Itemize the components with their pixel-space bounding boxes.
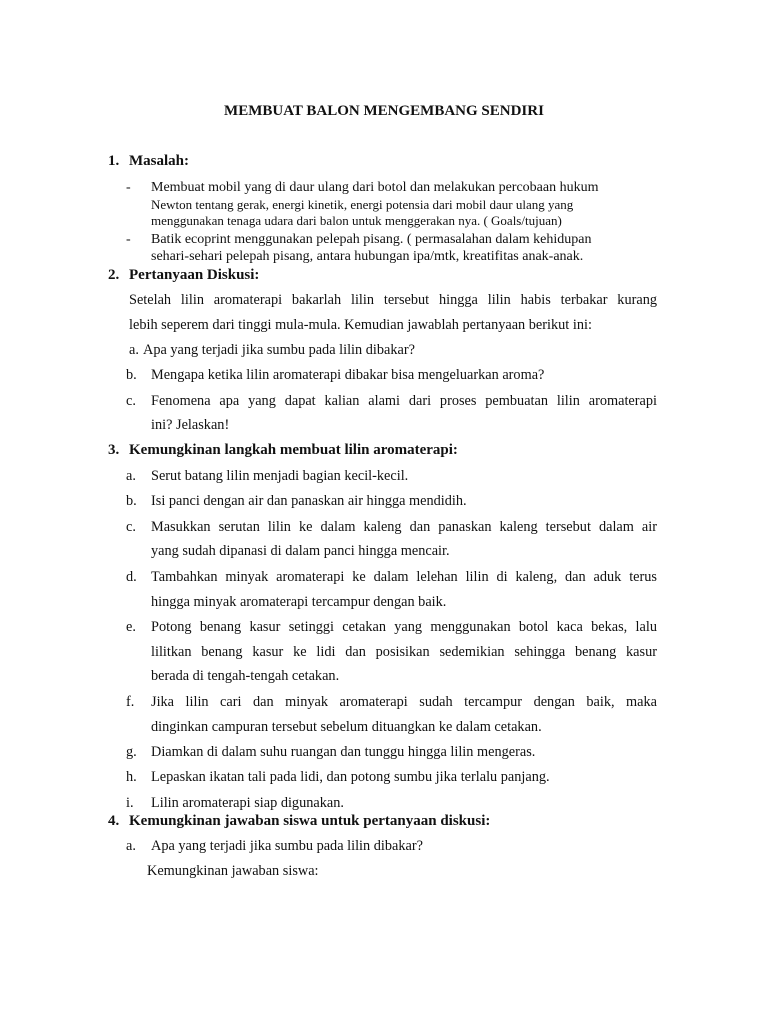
bullet-marker: - bbox=[126, 180, 131, 195]
step-text: yang sudah dipanasi di dalam panci hingga mencair. bbox=[151, 543, 450, 559]
item-text: Mengapa ketika lilin aromaterapi dibakar bisa mengeluarkan aroma? bbox=[151, 367, 545, 383]
section-number: 3. bbox=[108, 442, 120, 458]
question-label: a. bbox=[126, 838, 136, 854]
step-text: Lepaskan ikatan tali pada lidi, dan potong sumbu jika terlalu panjang. bbox=[151, 769, 550, 785]
step-label: b. bbox=[126, 493, 137, 509]
step-label: i. bbox=[126, 795, 134, 811]
step-text: Masukkan serutan lilin ke dalam kaleng dan panaskan kaleng tersebut dalam air bbox=[151, 519, 657, 535]
step-label: e. bbox=[126, 619, 136, 635]
paragraph-line: lebih seperem dari tinggi mula-mula. Kemudian jawablah pertanyaan berikut ini: bbox=[129, 317, 592, 333]
question-text: Apa yang terjadi jika sumbu pada lilin dibakar? bbox=[151, 838, 423, 854]
item-label: c. bbox=[126, 393, 136, 409]
item-text: Apa yang terjadi jika sumbu pada lilin dibakar? bbox=[143, 342, 415, 358]
bullet-marker: - bbox=[126, 232, 131, 247]
step-label: d. bbox=[126, 569, 137, 585]
item-label: a. bbox=[129, 342, 139, 358]
step-text: Diamkan di dalam suhu ruangan dan tunggu hingga lilin mengeras. bbox=[151, 744, 536, 760]
step-label: g. bbox=[126, 744, 137, 760]
section-heading: Pertanyaan Diskusi: bbox=[129, 267, 260, 283]
bullet-line: Batik ecoprint menggunakan pelepah pisang. ( permasalahan dalam kehidupan bbox=[151, 232, 592, 247]
step-text: hingga minyak aromaterapi tercampur dengan baik. bbox=[151, 594, 447, 610]
bullet-line: Membuat mobil yang di daur ulang dari botol dan melakukan percobaan hukum bbox=[151, 180, 599, 195]
answer-label: Kemungkinan jawaban siswa: bbox=[147, 863, 319, 879]
item-text: ini? Jelaskan! bbox=[151, 417, 230, 433]
step-text: Lilin aromaterapi siap digunakan. bbox=[151, 795, 344, 811]
item-label: b. bbox=[126, 367, 137, 383]
step-text: Tambahkan minyak aromaterapi ke dalam lelehan lilin di kaleng, dan aduk terus bbox=[151, 569, 657, 585]
section-heading: Kemungkinan langkah membuat lilin aromaterapi: bbox=[129, 442, 458, 458]
step-text: Serut batang lilin menjadi bagian kecil-kecil. bbox=[151, 468, 409, 484]
section-number: 2. bbox=[108, 267, 120, 283]
section-number: 1. bbox=[108, 153, 120, 169]
step-label: h. bbox=[126, 769, 137, 785]
step-text: Jika lilin cari dan minyak aromaterapi sudah tercampur dengan baik, maka bbox=[151, 694, 657, 710]
section-heading: Masalah: bbox=[129, 153, 189, 169]
step-text: Isi panci dengan air dan panaskan air hingga mendidih. bbox=[151, 493, 467, 509]
step-text: lilitkan benang kasur ke lidi dan posisikan sedemikian sehingga benang kasur bbox=[151, 644, 657, 660]
bullet-line: Newton tentang gerak, energi kinetik, energi potensia dari mobil daur ulang yang bbox=[151, 197, 574, 212]
section-heading: Kemungkinan jawaban siswa untuk pertanyaan diskusi: bbox=[129, 813, 491, 829]
document-title: MEMBUAT BALON MENGEMBANG SENDIRI bbox=[224, 103, 544, 119]
bullet-line: sehari-sehari pelepah pisang, antara hubungan ipa/mtk, kreatifitas anak-anak. bbox=[151, 249, 584, 264]
step-text: dinginkan campuran tersebut sebelum dituangkan ke dalam cetakan. bbox=[151, 719, 542, 735]
bullet-line: menggunakan tenaga udara dari balon untuk menggerakan nya. ( Goals/tujuan) bbox=[151, 213, 562, 228]
step-label: c. bbox=[126, 519, 136, 535]
step-label: a. bbox=[126, 468, 136, 484]
item-text: Fenomena apa yang dapat kalian alami dari proses pembuatan lilin aromaterapi bbox=[151, 393, 657, 409]
section-number: 4. bbox=[108, 813, 120, 829]
step-label: f. bbox=[126, 694, 135, 710]
paragraph-line: Setelah lilin aromaterapi bakarlah lilin tersebut hingga lilin habis terbakar kurang bbox=[129, 292, 657, 308]
step-text: berada di tengah-tengah cetakan. bbox=[151, 668, 340, 684]
step-text: Potong benang kasur setinggi cetakan yang menggunakan botol kaca bekas, lalu bbox=[151, 619, 657, 635]
